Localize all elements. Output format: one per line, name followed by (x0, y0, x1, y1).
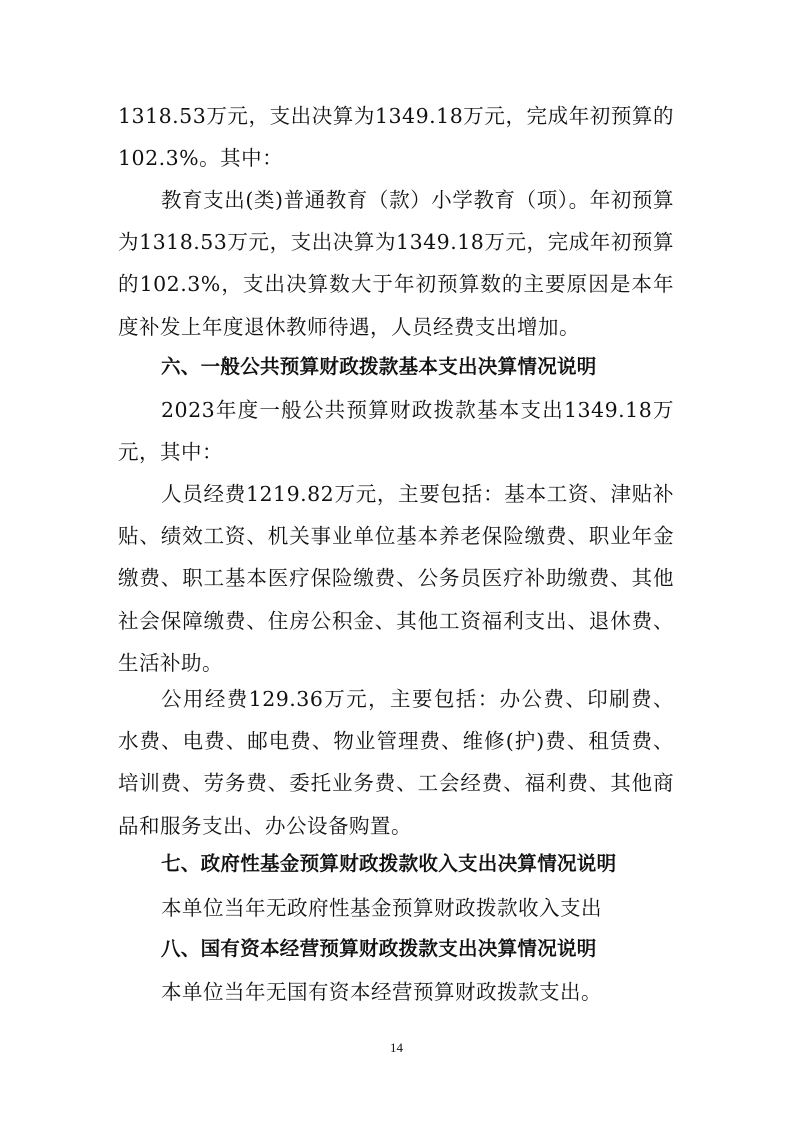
paragraph-public-expenses: 公用经费129.36万元，主要包括：办公费、印刷费、水费、电费、邮电费、物业管理费、维修(护)费、租赁费、培训费、劳务费、委托业务费、工会经费、福利费、其他商品和服务支出、办公设备购置。 (118, 687, 674, 838)
section-heading-7: 七、政府性基金预算财政拨款收入支出决算情况说明 (161, 852, 617, 875)
section-heading-6: 六、一般公共预算财政拨款基本支出决算情况说明 (161, 355, 597, 378)
page-number: 14 (390, 1040, 403, 1055)
paragraph-basic-expenditure: 2023年度一般公共预算财政拨款基本支出1349.18万元，其中： (118, 398, 674, 465)
paragraph-government-fund: 本单位当年无政府性基金预算财政拨款收入支出 (161, 896, 602, 920)
paragraph-personnel-expenses: 人员经费1219.82万元，主要包括：基本工资、津贴补贴、绩效工资、机关事业单位基本养老保险缴费、职业年金缴费、职工基本医疗保险缴费、公务员医疗补助缴费、其他社会保障缴费、住房公积金、其他工资福利支出、退休费、生活补助。 (118, 482, 674, 675)
section-heading-8: 八、国有资本经营预算财政拨款支出决算情况说明 (161, 937, 597, 960)
paragraph-budget-summary: 1318.53万元，支出决算为1349.18万元，完成年初预算的102.3%。其中： (118, 104, 674, 171)
paragraph-state-capital: 本单位当年无国有资本经营预算财政拨款支出。 (161, 980, 602, 1004)
paragraph-education-expenditure: 教育支出(类)普通教育（款）小学教育（项）。年初预算为1318.53万元，支出决算为1349.18万元，完成年初预算的102.3%，支出决算数大于年初预算数的主要原因是本年度补发上年度退休教师待遇，人员经费支出增加。 (118, 188, 674, 339)
